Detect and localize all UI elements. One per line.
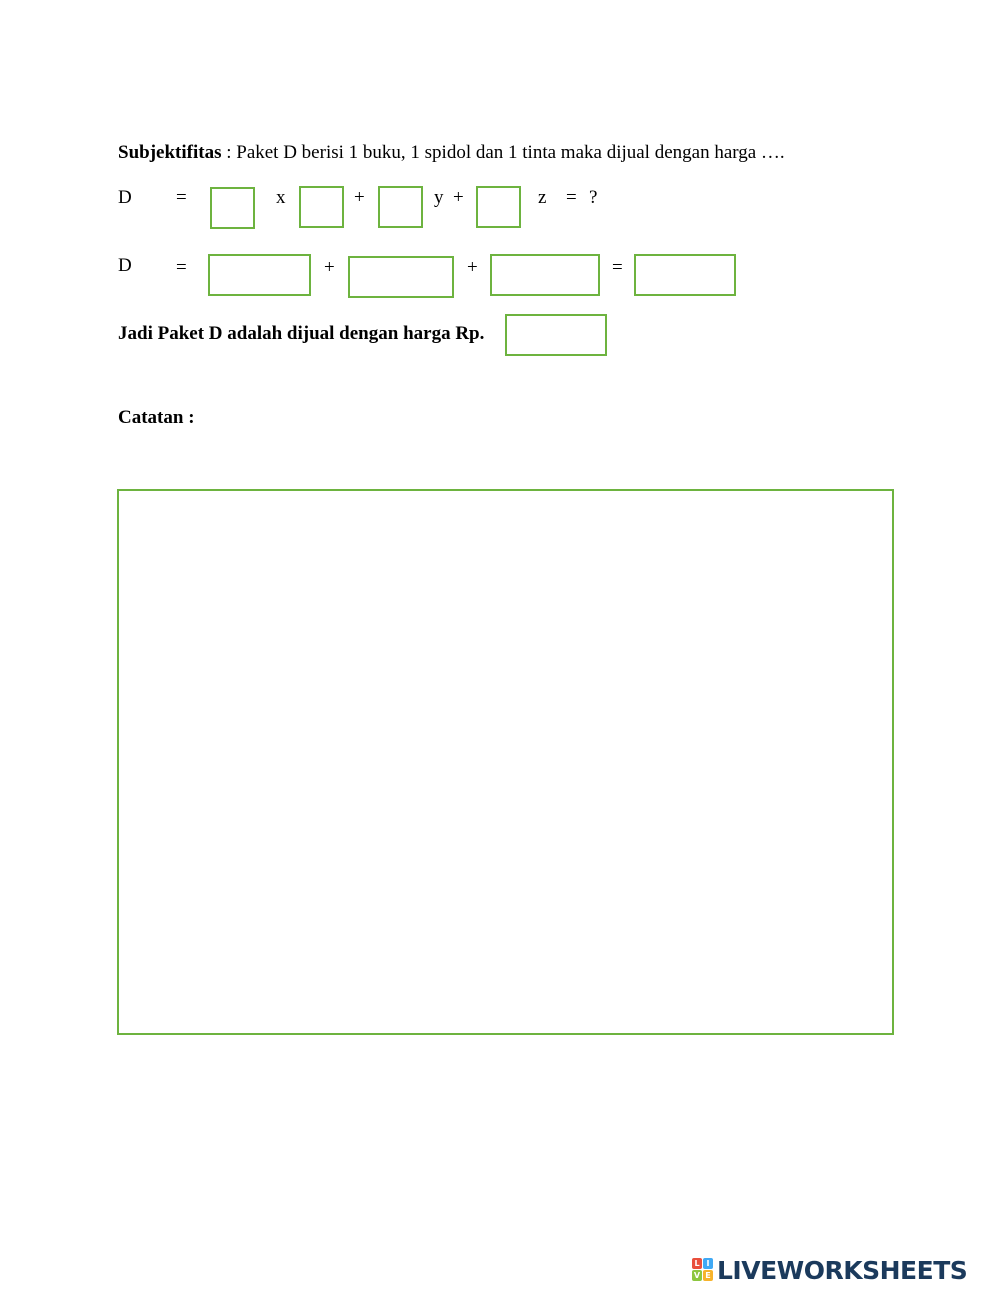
term-box-2[interactable]: [348, 256, 454, 298]
price-answer-box[interactable]: [505, 314, 607, 356]
notes-area[interactable]: [117, 489, 894, 1035]
equation-2-equals-2: =: [612, 257, 623, 278]
liveworksheets-logo-icon: [692, 1258, 714, 1282]
question-text: : Paket D berisi 1 buku, 1 spidol dan 1 tinta maka dijual dengan harga ….: [221, 142, 785, 163]
term-box-1[interactable]: [208, 254, 311, 296]
equation-1-lhs: D: [118, 187, 132, 208]
logo-mark-letter-l: L: [692, 1258, 702, 1269]
equation-1-equals: =: [176, 187, 187, 208]
liveworksheets-logo-text: LIVEWORKSHEETS: [717, 1255, 968, 1285]
coefficient-box-2[interactable]: [299, 186, 344, 228]
equation-2-lhs: D: [118, 255, 132, 276]
equation-2-equals: =: [176, 257, 187, 278]
notes-label: Catatan :: [118, 407, 195, 428]
variable-z: z: [538, 187, 547, 208]
question-label: Subjektifitas: [118, 142, 222, 163]
equation-1-question-mark: ?: [589, 187, 598, 208]
coefficient-box-1[interactable]: [210, 187, 255, 229]
logo-mark-letter-v: V: [693, 1271, 701, 1280]
equation-1-plus-2: +: [453, 187, 464, 208]
variable-x: x: [276, 187, 286, 208]
term-box-3[interactable]: [490, 254, 600, 296]
logo-mark-letter-e: E: [703, 1270, 713, 1281]
liveworksheets-logo: [692, 1256, 967, 1284]
question-line: [118, 142, 785, 164]
coefficient-box-3[interactable]: [378, 186, 423, 228]
total-box[interactable]: [634, 254, 736, 296]
conclusion-text: Jadi Paket D adalah dijual dengan harga Rp.: [118, 323, 485, 344]
coefficient-box-4[interactable]: [476, 186, 521, 228]
logo-mark-letter-i: I: [703, 1258, 713, 1269]
equation-1-equals-2: =: [566, 187, 577, 208]
variable-y: y: [434, 187, 444, 208]
equation-1-plus-1: +: [354, 187, 365, 208]
equation-2-plus-2: +: [467, 257, 478, 278]
equation-2-plus-1: +: [324, 257, 335, 278]
